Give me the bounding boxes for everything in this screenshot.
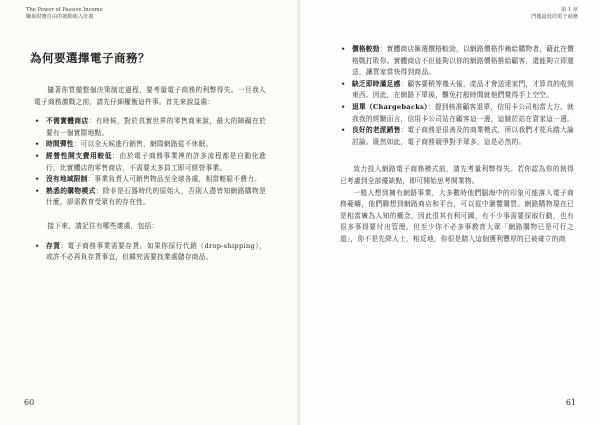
right-running-header [531, 7, 578, 21]
list-item: • 缺乏即時滿足感：顧客要稍等幾天後，產品才會送達家門，才算真的收到東西。因此，在網路下單後，難免打般時間就他們覺得手上空空。 [341, 79, 574, 100]
bullet-icon: • [35, 186, 40, 195]
bullet-icon: • [35, 241, 40, 250]
list-item: • 良好的老派銷售：電子商務是很善及的商業模式，所以我們才花兵踏大論討論。既然如此，電子商務競爭對手眾多，這是必然的。 [341, 126, 574, 146]
cons-list [34, 241, 266, 264]
book-title-chinese: 賺取財務自由的被動收入計畫 [26, 14, 94, 20]
left-body [30, 50, 267, 264]
section-heading: 為何要選擇電子商務？ [30, 51, 150, 65]
book-title-english: The Power of Passive Income [26, 7, 103, 13]
list-item: • 熟悉的購物模式：除非是石器時代的原始人，否則人盡皆知網路購物是什麼，卻需教育受眾有的存在性。 [35, 186, 267, 207]
pros-list [34, 116, 266, 209]
cons-list-continued [340, 44, 574, 148]
decision-paragraph: 致力投入網路電子商務模式前，請先考量利弊得失。若你認為你的執得已考慮到全部優缺點，即可開始思考開業物。 [340, 165, 574, 185]
bullet-icon: • [341, 79, 346, 88]
transition-paragraph: 接下來，請記住有哪些壞處，包括： [47, 221, 159, 230]
ecommerce-perception-paragraph: 一般人想到擁有網路事業，大多數時他們腦海中的印象可能落入電子商務範疇，他們聯想到網路商店和平台，可以從中瀏覽購買。網路購物現在已是相當廣為人知的概念，因此很其有利可圖，有不少事需要採取行動，也有很多事得要付出管理。但至少你不必多事教育大眾「網路購物已是可行之道」，你不是先降人士，相反地，你很是踏入這個獲利豐厚的已被確立的商 [340, 188, 574, 243]
list-item: • 時間彈性：可以全天候進行銷售，網際網路從不休眠。 [34, 139, 266, 151]
right-body [340, 44, 574, 246]
bullet-icon: • [341, 102, 346, 111]
intro-paragraph: 隨著你買徹整個決策制定過程，要考量電子商務的利弊得失。一旦我人電子商務激戰之前，請先仔細權衡這件事。首先來說益處： [34, 86, 266, 106]
list-item: • 價格較勁：實體商店匯選價格較勁，以網路價格作賴給購物者，藉此在價格戰打敗你。實體商店不但能夠以你的網路價格推給顧客，還能夠立即運送，讓買家當快得到商品。 [341, 45, 574, 77]
list-item: • 沒有地域限制：事業負責人可銷售物品至全球各處，相當輕鬆不費力。 [34, 174, 266, 186]
bullet-icon: • [35, 140, 40, 149]
bullet-icon: • [35, 151, 40, 160]
bullet-icon: • [341, 126, 346, 135]
chapter-title: 門檻最低的電子商務 [531, 14, 578, 20]
bullet-icon: • [35, 117, 40, 126]
list-item: • 存貨：電子商務事業需要存貨。如果你採行代銷（drop-shipping），或許不必再負存貨事宜，但韓究需要找業處儲存商品。 [35, 241, 267, 262]
left-running-header [26, 7, 103, 21]
page-number-right: 61 [565, 398, 576, 407]
list-item: • 退單（Chargebacks）：提到核准顧客退單，信用卡公司相當大方。就我我的經驗而言，信用卡公司站在顧客這一邊，這臉於站在賣家這一邊。 [341, 102, 574, 123]
page-number-left: 60 [24, 398, 35, 407]
chapter-label: 第 1 章 [561, 7, 578, 13]
list-item: • 不需實體商店：有時候，對於真實世界的零售商來說，最大的障礙在於要有一個實際地點。 [35, 117, 267, 137]
list-item: • 經營性開支費用較低：由於電子商務事業裡的許多流程都是自動化進行，比實體店的零售商店，不需要太多員工即可經營事業。 [35, 151, 267, 172]
bullet-icon: • [35, 175, 40, 184]
bullet-icon: • [341, 45, 346, 53]
